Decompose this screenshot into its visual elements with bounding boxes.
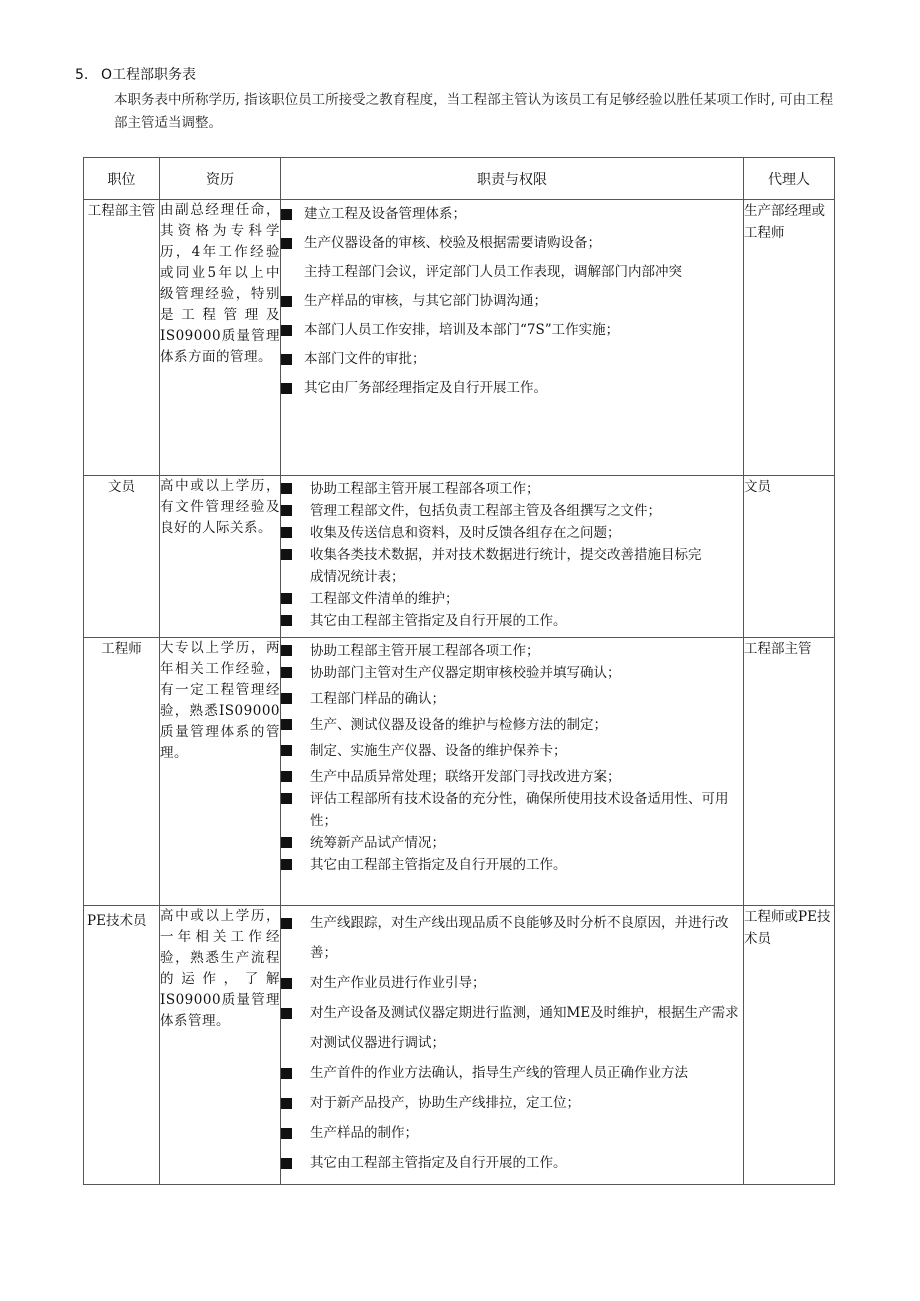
bullet-icon — [281, 693, 292, 704]
position-cell: PE技术员 — [84, 906, 160, 1185]
duty-item: 生产仪器设备的审核、校验及根据需要请购设备； — [281, 229, 743, 258]
bullet-icon — [281, 837, 292, 848]
section-number: 5. — [75, 67, 89, 83]
duty-item: 协助部门主管对生产仪器定期审核校验并填写确认； — [281, 662, 743, 684]
bullet-icon — [281, 667, 292, 678]
bullet-icon — [281, 1098, 292, 1109]
duty-item: 其它由厂务部经理指定及自行开展工作。 — [281, 374, 743, 403]
qualification-cell: 大专以上学历，两年相关工作经验，有一定工程管理经验，熟悉IS09000质量管理体系的管理。 — [160, 638, 281, 906]
qualification-cell: 高中或以上学历，有文件管理经验及良好的人际关系。 — [160, 476, 281, 638]
duty-item: 其它由工程部主管指定及自行开展的工作。 — [281, 610, 743, 632]
table-row — [84, 906, 835, 1185]
duty-item: 评估工程部所有技术设备的充分性，确保所使用技术设备适用性、可用性； — [281, 788, 743, 832]
duty-item: 生产中品质异常处理；联络开发部门寻找改进方案； — [281, 766, 743, 788]
bullet-icon — [281, 978, 292, 989]
duty-item: 收集各类技术数据，并对技术数据进行统计，提交改善措施目标完成情况统计表； — [281, 544, 743, 588]
qualification-cell: 由副总经理任命，其资格为专科学历，4年工作经验或同业5年以上中级管理经验，特别是工程管理及IS09000质量管理体系方面的管理。 — [160, 200, 281, 476]
duty-item: 生产样品的审核，与其它部门协调沟通； — [281, 287, 743, 316]
bullet-icon — [281, 918, 292, 929]
table-row — [84, 200, 835, 476]
duty-item: 生产首件的作业方法确认，指导生产线的管理人员正确作业方法 — [281, 1058, 743, 1088]
duty-item: 生产线跟踪，对生产线出现品质不良能够及时分析不良原因，并进行改善； — [281, 908, 743, 968]
duty-item: 对生产设备及测试仪器定期进行监测，通知ME及时维护，根据生产需求对测试仪器进行调试； — [281, 998, 743, 1058]
duty-item: 制定、实施生产仪器、设备的维护保养卡； — [281, 740, 743, 762]
bullet-icon — [281, 527, 292, 538]
table-row — [84, 638, 835, 906]
duties-cell — [281, 638, 744, 906]
bullet-icon — [281, 483, 292, 494]
bullet-icon — [281, 505, 292, 516]
bullet-icon — [281, 549, 292, 560]
bullet-icon — [281, 238, 292, 249]
bullet-icon — [281, 593, 292, 604]
bullet-icon — [281, 1008, 292, 1019]
position-cell: 工程师 — [84, 638, 160, 906]
bullet-icon — [281, 267, 292, 278]
bullet-icon — [281, 793, 292, 804]
header-qualification: 资历 — [160, 158, 281, 200]
bullet-icon — [281, 325, 292, 336]
duty-item: 收集及传送信息和资料，及时反馈各组存在之问题； — [281, 522, 743, 544]
duty-item: 工程部门样品的确认； — [281, 688, 743, 710]
table-header-row — [84, 158, 835, 200]
duty-item: 管理工程部文件，包括负责工程部主管及各组撰写之文件； — [281, 500, 743, 522]
section-title: O工程部职务表 — [101, 67, 197, 83]
bullet-icon — [281, 1128, 292, 1139]
duty-item: 生产、测试仪器及设备的维护与检修方法的制定； — [281, 714, 743, 736]
duty-item: 其它由工程部主管指定及自行开展的工作。 — [281, 854, 743, 876]
header-agent: 代理人 — [744, 158, 835, 200]
duty-item: 本部门人员工作安排，培训及本部门“7S”工作实施； — [281, 316, 743, 345]
duty-item: 本部门文件的审批； — [281, 345, 743, 374]
duty-item: 统筹新产品试产情况； — [281, 832, 743, 854]
qualification-cell: 高中或以上学历，一年相关工作经验，熟悉生产流程的运作，了解IS09000质量管理体系管理。 — [160, 906, 281, 1185]
duty-item: 对生产作业员进行作业引导； — [281, 968, 743, 998]
duties-cell — [281, 476, 744, 638]
bullet-icon — [281, 354, 292, 365]
bullet-icon — [281, 771, 292, 782]
agent-cell: 文员 — [744, 476, 835, 638]
duty-item: 其它由工程部主管指定及自行开展的工作。 — [281, 1148, 743, 1178]
duty-item: 主持工程部门会议，评定部门人员工作表现，调解部门内部冲突 — [281, 258, 743, 287]
duty-table — [83, 157, 835, 1185]
header-duties: 职责与权限 — [281, 158, 744, 200]
bullet-icon — [281, 645, 292, 656]
bullet-icon — [281, 615, 292, 626]
bullet-icon — [281, 209, 292, 220]
agent-cell: 工程师或PE技术员 — [744, 906, 835, 1185]
section-intro: 本职务表中所称学历, 指该职位员工所接受之教育程度，当工程部主管认为该员工有足够经验以胜任某项工作时, 可由工程部主管适当调整。 — [114, 92, 834, 131]
duties-cell — [281, 200, 744, 476]
duty-item: 生产样品的制作； — [281, 1118, 743, 1148]
position-cell: 文员 — [84, 476, 160, 638]
bullet-icon — [281, 1068, 292, 1079]
bullet-icon — [281, 1158, 292, 1169]
table-row — [84, 476, 835, 638]
bullet-icon — [281, 859, 292, 870]
duties-cell — [281, 906, 744, 1185]
bullet-icon — [281, 719, 292, 730]
position-cell: 工程部主管 — [84, 200, 160, 476]
duty-item: 协助工程部主管开展工程部各项工作； — [281, 640, 743, 662]
duty-item: 工程部文件清单的维护； — [281, 588, 743, 610]
duty-item: 协助工程部主管开展工程部各项工作； — [281, 478, 743, 500]
bullet-icon — [281, 296, 292, 307]
header-position: 职位 — [84, 158, 160, 200]
duty-item: 对于新产品投产，协助生产线排拉，定工位； — [281, 1088, 743, 1118]
bullet-icon — [281, 383, 292, 394]
duty-item: 建立工程及设备管理体系； — [281, 200, 743, 229]
bullet-icon — [281, 745, 292, 756]
agent-cell: 生产部经理或工程师 — [744, 200, 835, 476]
agent-cell: 工程部主管 — [744, 638, 835, 906]
section-heading — [75, 64, 196, 84]
